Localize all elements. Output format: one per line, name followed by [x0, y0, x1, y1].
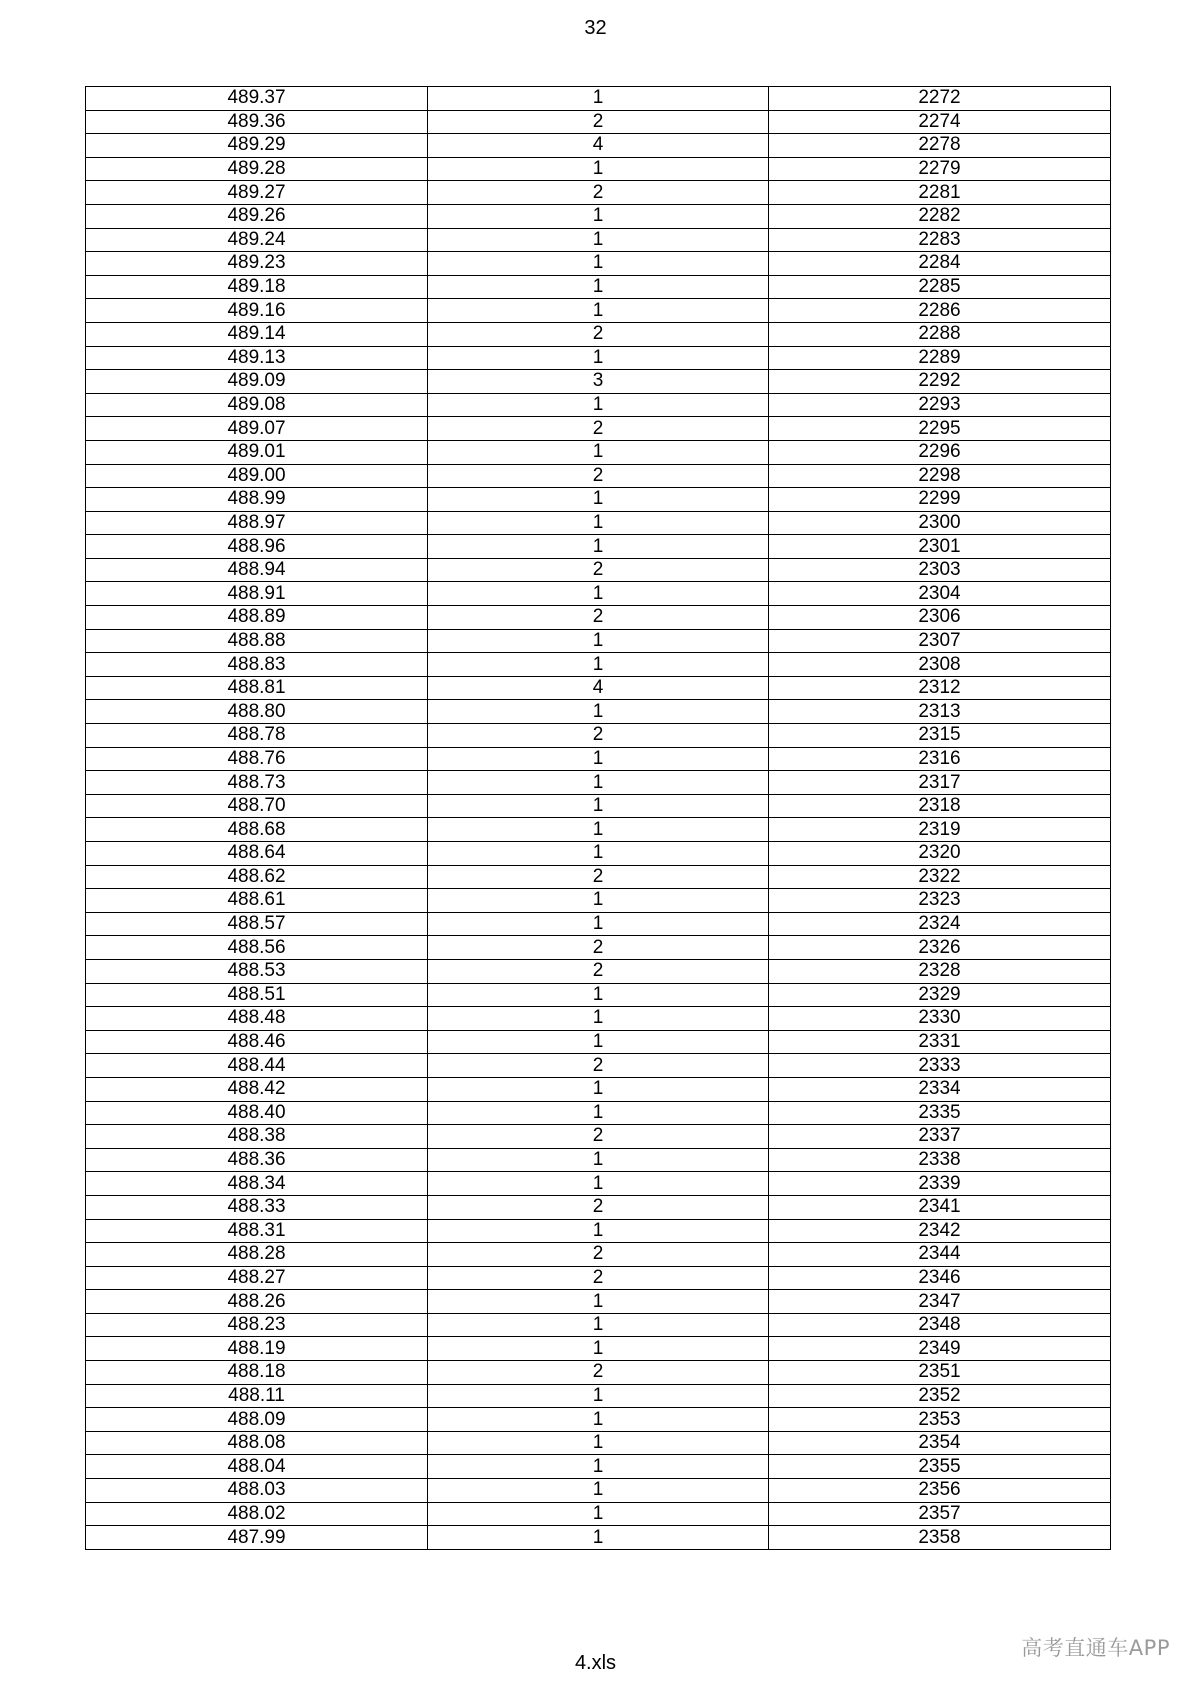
score-cell: 488.40 — [86, 1101, 428, 1125]
score-cell: 488.31 — [86, 1219, 428, 1243]
page-number: 32 — [584, 17, 607, 39]
table-row — [86, 1172, 1111, 1196]
count-cell: 1 — [428, 1479, 769, 1503]
score-cell: 489.23 — [86, 252, 428, 276]
score-cell: 489.07 — [86, 417, 428, 441]
score-cell: 488.80 — [86, 700, 428, 724]
cumulative-cell: 2295 — [769, 417, 1111, 441]
count-cell: 1 — [428, 771, 769, 795]
table-row — [86, 417, 1111, 441]
count-cell: 2 — [428, 181, 769, 205]
count-cell: 1 — [428, 393, 769, 417]
table-row — [86, 1290, 1111, 1314]
score-cell: 489.14 — [86, 322, 428, 346]
count-cell: 1 — [428, 1384, 769, 1408]
cumulative-cell: 2347 — [769, 1290, 1111, 1314]
table-row — [86, 393, 1111, 417]
score-cell: 488.34 — [86, 1172, 428, 1196]
table-row — [86, 1337, 1111, 1361]
cumulative-cell: 2356 — [769, 1479, 1111, 1503]
score-cell: 488.08 — [86, 1431, 428, 1455]
cumulative-cell: 2303 — [769, 558, 1111, 582]
table-row — [86, 181, 1111, 205]
count-cell: 1 — [428, 346, 769, 370]
table-row — [86, 1455, 1111, 1479]
score-cell: 488.28 — [86, 1243, 428, 1267]
count-cell: 1 — [428, 488, 769, 512]
cumulative-cell: 2315 — [769, 724, 1111, 748]
count-cell: 1 — [428, 1408, 769, 1432]
table-row — [86, 1479, 1111, 1503]
count-cell: 2 — [428, 606, 769, 630]
table-row — [86, 134, 1111, 158]
score-cell: 488.70 — [86, 794, 428, 818]
cumulative-cell: 2353 — [769, 1408, 1111, 1432]
count-cell: 1 — [428, 157, 769, 181]
table-row — [86, 842, 1111, 866]
score-cell: 488.04 — [86, 1455, 428, 1479]
cumulative-cell: 2284 — [769, 252, 1111, 276]
table-body — [86, 87, 1111, 1550]
cumulative-cell: 2292 — [769, 370, 1111, 394]
cumulative-cell: 2322 — [769, 865, 1111, 889]
count-cell: 1 — [428, 842, 769, 866]
table-row — [86, 724, 1111, 748]
count-cell: 1 — [428, 889, 769, 913]
table-row — [86, 1077, 1111, 1101]
score-cell: 488.44 — [86, 1054, 428, 1078]
score-cell: 488.33 — [86, 1195, 428, 1219]
count-cell: 1 — [428, 1502, 769, 1526]
table-row — [86, 110, 1111, 134]
score-cell: 489.01 — [86, 440, 428, 464]
cumulative-cell: 2299 — [769, 488, 1111, 512]
cumulative-cell: 2329 — [769, 983, 1111, 1007]
table-row — [86, 606, 1111, 630]
count-cell: 2 — [428, 464, 769, 488]
score-cell: 488.89 — [86, 606, 428, 630]
table-row — [86, 1148, 1111, 1172]
table-row — [86, 1408, 1111, 1432]
count-cell: 2 — [428, 1195, 769, 1219]
table-row — [86, 629, 1111, 653]
table-row — [86, 488, 1111, 512]
count-cell: 1 — [428, 818, 769, 842]
score-cell: 488.78 — [86, 724, 428, 748]
score-cell: 488.61 — [86, 889, 428, 913]
cumulative-cell: 2285 — [769, 275, 1111, 299]
score-cell: 488.73 — [86, 771, 428, 795]
table-row — [86, 252, 1111, 276]
score-cell: 489.36 — [86, 110, 428, 134]
table-row — [86, 1125, 1111, 1149]
cumulative-cell: 2323 — [769, 889, 1111, 913]
table-row — [86, 370, 1111, 394]
score-cell: 488.56 — [86, 936, 428, 960]
score-cell: 488.88 — [86, 629, 428, 653]
cumulative-cell: 2304 — [769, 582, 1111, 606]
table-row — [86, 1361, 1111, 1385]
cumulative-cell: 2349 — [769, 1337, 1111, 1361]
table-row — [86, 1101, 1111, 1125]
score-cell: 488.26 — [86, 1290, 428, 1314]
score-cell: 489.27 — [86, 181, 428, 205]
cumulative-cell: 2338 — [769, 1148, 1111, 1172]
cumulative-cell: 2298 — [769, 464, 1111, 488]
cumulative-cell: 2289 — [769, 346, 1111, 370]
score-cell: 488.53 — [86, 959, 428, 983]
table-row — [86, 1007, 1111, 1031]
cumulative-cell: 2358 — [769, 1526, 1111, 1550]
score-cell: 488.99 — [86, 488, 428, 512]
table-row — [86, 1502, 1111, 1526]
score-cell: 488.97 — [86, 511, 428, 535]
table-row — [86, 1266, 1111, 1290]
cumulative-cell: 2300 — [769, 511, 1111, 535]
table-row — [86, 936, 1111, 960]
count-cell: 1 — [428, 983, 769, 1007]
table-row — [86, 794, 1111, 818]
count-cell: 1 — [428, 275, 769, 299]
cumulative-cell: 2272 — [769, 87, 1111, 111]
cumulative-cell: 2301 — [769, 535, 1111, 559]
cumulative-cell: 2333 — [769, 1054, 1111, 1078]
count-cell: 1 — [428, 1148, 769, 1172]
table-row — [86, 558, 1111, 582]
count-cell: 1 — [428, 1455, 769, 1479]
cumulative-cell: 2344 — [769, 1243, 1111, 1267]
cumulative-cell: 2354 — [769, 1431, 1111, 1455]
table-row — [86, 440, 1111, 464]
table-row — [86, 700, 1111, 724]
cumulative-cell: 2288 — [769, 322, 1111, 346]
score-cell: 489.18 — [86, 275, 428, 299]
score-cell: 488.36 — [86, 1148, 428, 1172]
watermark-text: 高考直通车APP — [1021, 1636, 1170, 1660]
score-cell: 487.99 — [86, 1526, 428, 1550]
cumulative-cell: 2318 — [769, 794, 1111, 818]
score-cell: 489.13 — [86, 346, 428, 370]
count-cell: 2 — [428, 1054, 769, 1078]
score-cell: 488.96 — [86, 535, 428, 559]
count-cell: 1 — [428, 228, 769, 252]
score-cell: 489.26 — [86, 204, 428, 228]
score-cell: 488.03 — [86, 1479, 428, 1503]
table-row — [86, 511, 1111, 535]
table-row — [86, 653, 1111, 677]
cumulative-cell: 2312 — [769, 676, 1111, 700]
table-row — [86, 983, 1111, 1007]
table-row — [86, 1219, 1111, 1243]
count-cell: 1 — [428, 1172, 769, 1196]
score-cell: 489.09 — [86, 370, 428, 394]
count-cell: 2 — [428, 724, 769, 748]
score-cell: 488.23 — [86, 1313, 428, 1337]
cumulative-cell: 2274 — [769, 110, 1111, 134]
score-cell: 488.18 — [86, 1361, 428, 1385]
count-cell: 1 — [428, 1526, 769, 1550]
table-row — [86, 1384, 1111, 1408]
cumulative-cell: 2296 — [769, 440, 1111, 464]
cumulative-cell: 2328 — [769, 959, 1111, 983]
count-cell: 2 — [428, 1243, 769, 1267]
score-cell: 488.38 — [86, 1125, 428, 1149]
table-row — [86, 771, 1111, 795]
cumulative-cell: 2282 — [769, 204, 1111, 228]
score-cell: 488.51 — [86, 983, 428, 1007]
count-cell: 2 — [428, 959, 769, 983]
count-cell: 3 — [428, 370, 769, 394]
table-row — [86, 204, 1111, 228]
table-row — [86, 889, 1111, 913]
table-row — [86, 322, 1111, 346]
cumulative-cell: 2319 — [769, 818, 1111, 842]
score-cell: 489.00 — [86, 464, 428, 488]
cumulative-cell: 2281 — [769, 181, 1111, 205]
cumulative-cell: 2324 — [769, 912, 1111, 936]
score-cell: 488.62 — [86, 865, 428, 889]
cumulative-cell: 2279 — [769, 157, 1111, 181]
count-cell: 4 — [428, 676, 769, 700]
score-cell: 488.11 — [86, 1384, 428, 1408]
count-cell: 1 — [428, 582, 769, 606]
count-cell: 2 — [428, 1266, 769, 1290]
score-cell: 488.02 — [86, 1502, 428, 1526]
table-row — [86, 959, 1111, 983]
table-row — [86, 1526, 1111, 1550]
table-row — [86, 464, 1111, 488]
cumulative-cell: 2339 — [769, 1172, 1111, 1196]
table-row — [86, 1243, 1111, 1267]
cumulative-cell: 2357 — [769, 1502, 1111, 1526]
score-cell: 489.24 — [86, 228, 428, 252]
count-cell: 1 — [428, 794, 769, 818]
cumulative-cell: 2320 — [769, 842, 1111, 866]
table-row — [86, 1313, 1111, 1337]
score-cell: 488.68 — [86, 818, 428, 842]
cumulative-cell: 2334 — [769, 1077, 1111, 1101]
cumulative-cell: 2355 — [769, 1455, 1111, 1479]
count-cell: 1 — [428, 653, 769, 677]
score-cell: 488.09 — [86, 1408, 428, 1432]
table-row — [86, 1054, 1111, 1078]
cumulative-cell: 2341 — [769, 1195, 1111, 1219]
count-cell: 1 — [428, 1077, 769, 1101]
table-row — [86, 275, 1111, 299]
score-cell: 489.28 — [86, 157, 428, 181]
table-row — [86, 818, 1111, 842]
count-cell: 2 — [428, 558, 769, 582]
count-cell: 1 — [428, 511, 769, 535]
count-cell: 1 — [428, 629, 769, 653]
count-cell: 1 — [428, 1030, 769, 1054]
count-cell: 1 — [428, 440, 769, 464]
cumulative-cell: 2313 — [769, 700, 1111, 724]
cumulative-cell: 2337 — [769, 1125, 1111, 1149]
cumulative-cell: 2316 — [769, 747, 1111, 771]
score-cell: 488.57 — [86, 912, 428, 936]
score-cell: 489.08 — [86, 393, 428, 417]
score-cell: 488.46 — [86, 1030, 428, 1054]
footer-filename: 4.xls — [574, 1652, 617, 1674]
count-cell: 2 — [428, 110, 769, 134]
cumulative-cell: 2293 — [769, 393, 1111, 417]
cumulative-cell: 2352 — [769, 1384, 1111, 1408]
table-row — [86, 157, 1111, 181]
cumulative-cell: 2331 — [769, 1030, 1111, 1054]
score-cell: 488.27 — [86, 1266, 428, 1290]
count-cell: 2 — [428, 936, 769, 960]
score-cell: 489.37 — [86, 87, 428, 111]
score-cell: 489.16 — [86, 299, 428, 323]
cumulative-cell: 2283 — [769, 228, 1111, 252]
count-cell: 1 — [428, 87, 769, 111]
count-cell: 4 — [428, 134, 769, 158]
count-cell: 1 — [428, 299, 769, 323]
count-cell: 1 — [428, 700, 769, 724]
table-row — [86, 87, 1111, 111]
score-cell: 488.81 — [86, 676, 428, 700]
count-cell: 1 — [428, 1431, 769, 1455]
cumulative-cell: 2351 — [769, 1361, 1111, 1385]
count-cell: 2 — [428, 865, 769, 889]
count-cell: 2 — [428, 1125, 769, 1149]
table-row — [86, 582, 1111, 606]
score-cell: 488.19 — [86, 1337, 428, 1361]
table-row — [86, 1030, 1111, 1054]
count-cell: 2 — [428, 1361, 769, 1385]
count-cell: 1 — [428, 252, 769, 276]
score-cell: 488.76 — [86, 747, 428, 771]
count-cell: 2 — [428, 322, 769, 346]
count-cell: 1 — [428, 1101, 769, 1125]
score-table — [85, 86, 1111, 1550]
table-row — [86, 865, 1111, 889]
table-row — [86, 1195, 1111, 1219]
table-row — [86, 346, 1111, 370]
cumulative-cell: 2330 — [769, 1007, 1111, 1031]
cumulative-cell: 2286 — [769, 299, 1111, 323]
count-cell: 2 — [428, 417, 769, 441]
table-row — [86, 912, 1111, 936]
cumulative-cell: 2335 — [769, 1101, 1111, 1125]
cumulative-cell: 2348 — [769, 1313, 1111, 1337]
count-cell: 1 — [428, 1313, 769, 1337]
count-cell: 1 — [428, 1007, 769, 1031]
score-cell: 488.64 — [86, 842, 428, 866]
cumulative-cell: 2308 — [769, 653, 1111, 677]
cumulative-cell: 2306 — [769, 606, 1111, 630]
score-cell: 488.48 — [86, 1007, 428, 1031]
table-row — [86, 535, 1111, 559]
count-cell: 1 — [428, 535, 769, 559]
score-cell: 488.83 — [86, 653, 428, 677]
table-row — [86, 228, 1111, 252]
table-row — [86, 747, 1111, 771]
score-cell: 488.91 — [86, 582, 428, 606]
score-cell: 488.42 — [86, 1077, 428, 1101]
table-row — [86, 1431, 1111, 1455]
count-cell: 1 — [428, 912, 769, 936]
table-row — [86, 299, 1111, 323]
cumulative-cell: 2342 — [769, 1219, 1111, 1243]
score-cell: 488.94 — [86, 558, 428, 582]
count-cell: 1 — [428, 1290, 769, 1314]
count-cell: 1 — [428, 204, 769, 228]
score-cell: 489.29 — [86, 134, 428, 158]
cumulative-cell: 2278 — [769, 134, 1111, 158]
count-cell: 1 — [428, 747, 769, 771]
cumulative-cell: 2346 — [769, 1266, 1111, 1290]
count-cell: 1 — [428, 1219, 769, 1243]
cumulative-cell: 2307 — [769, 629, 1111, 653]
cumulative-cell: 2326 — [769, 936, 1111, 960]
cumulative-cell: 2317 — [769, 771, 1111, 795]
count-cell: 1 — [428, 1337, 769, 1361]
table-row — [86, 676, 1111, 700]
